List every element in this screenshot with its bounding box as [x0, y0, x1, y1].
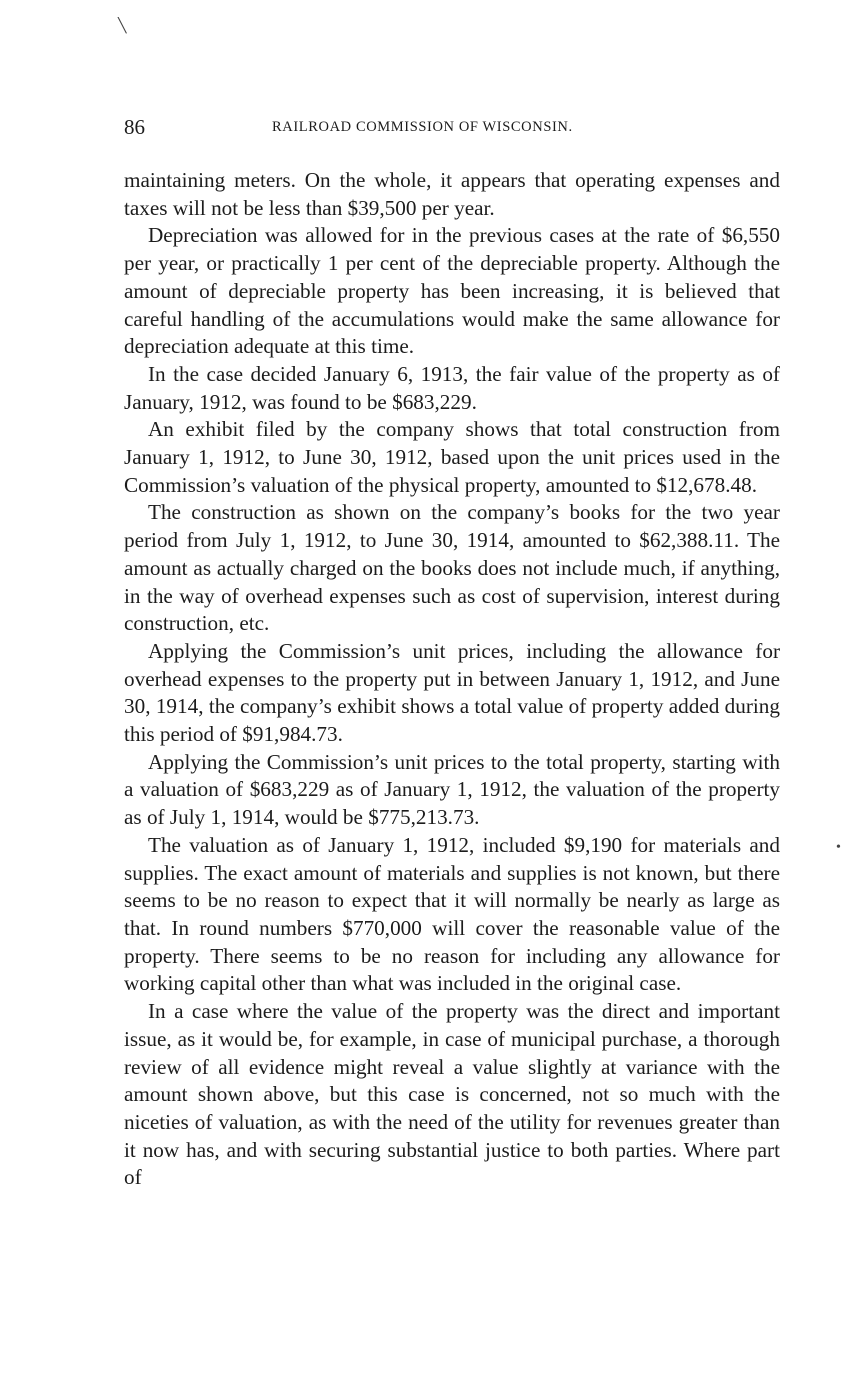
- body-text: [124, 167, 780, 1192]
- paragraph: In the case decided January 6, 1913, the fair value of the property as of January, 1912, was found to be $683,229.: [124, 361, 780, 414]
- paragraph: maintaining meters. On the whole, it appears that operating expenses and taxes will not be less than $39,500 per year.: [124, 168, 780, 220]
- paragraph: Applying the Commission’s unit prices to the total property, starting with a valuation of $683,229 as of January 1, 1912, the valuation of the property as of July 1, 1914, would be $775,213.73.: [124, 749, 780, 830]
- page-number: 86: [124, 115, 145, 139]
- paragraph: An exhibit filed by the company shows that total construction from January 1, 1912, to June 30, 1912, based upon the unit prices used in the Commission’s valuation of the physical property, amounted to $12,678.48.: [124, 417, 780, 497]
- scan-dot: •: [836, 840, 841, 855]
- paragraph: The valuation as of January 1, 1912, included $9,190 for materials and supplies. The exact amount of materials and supplies is not known, but there seems to be no reason to expect that it will normally be nearly as large as that. In round numbers $770,000 will cover the reasonable value of the property. There seems to be no reason for including any allowance for working capital other than what was included in the original case.: [124, 832, 780, 996]
- running-head: RAILROAD COMMISSION OF WISCONSIN.: [272, 119, 573, 135]
- paragraph: Depreciation was allowed for in the previous cases at the rate of $6,550 per year, or practically 1 per cent of the depreciable property. Although the amount of depreciable property has been increasing, it is believed that careful handling of the accumulations would make the same allowance for depreciation adequate at this time.: [124, 223, 780, 359]
- scan-mark: ╲: [118, 19, 127, 34]
- page-header: [124, 113, 780, 141]
- paragraph: Applying the Commission’s unit prices, including the allowance for overhead expenses to the property put in between January 1, 1912, and June 30, 1914, the company’s exhibit shows a total value of property added during this period of $91,984.73.: [124, 638, 780, 747]
- paragraph: In a case where the value of the property was the direct and important issue, as it would be, for example, in case of municipal purchase, a thorough review of all evidence might reveal a value slightly at variance with the amount shown above, but this case is concerned, not so much with the niceties of valuation, as with the need of the utility for revenues greater than it now has, and with securing substantial justice to both parties. Where part of: [124, 999, 780, 1190]
- paragraph: The construction as shown on the company’s books for the two year period from July 1, 1912, to June 30, 1914, amounted to $62,388.11. The amount as actually charged on the books does not include much, if anything, in the way of overhead expenses such as cost of supervision, interest during construction, etc.: [124, 500, 780, 636]
